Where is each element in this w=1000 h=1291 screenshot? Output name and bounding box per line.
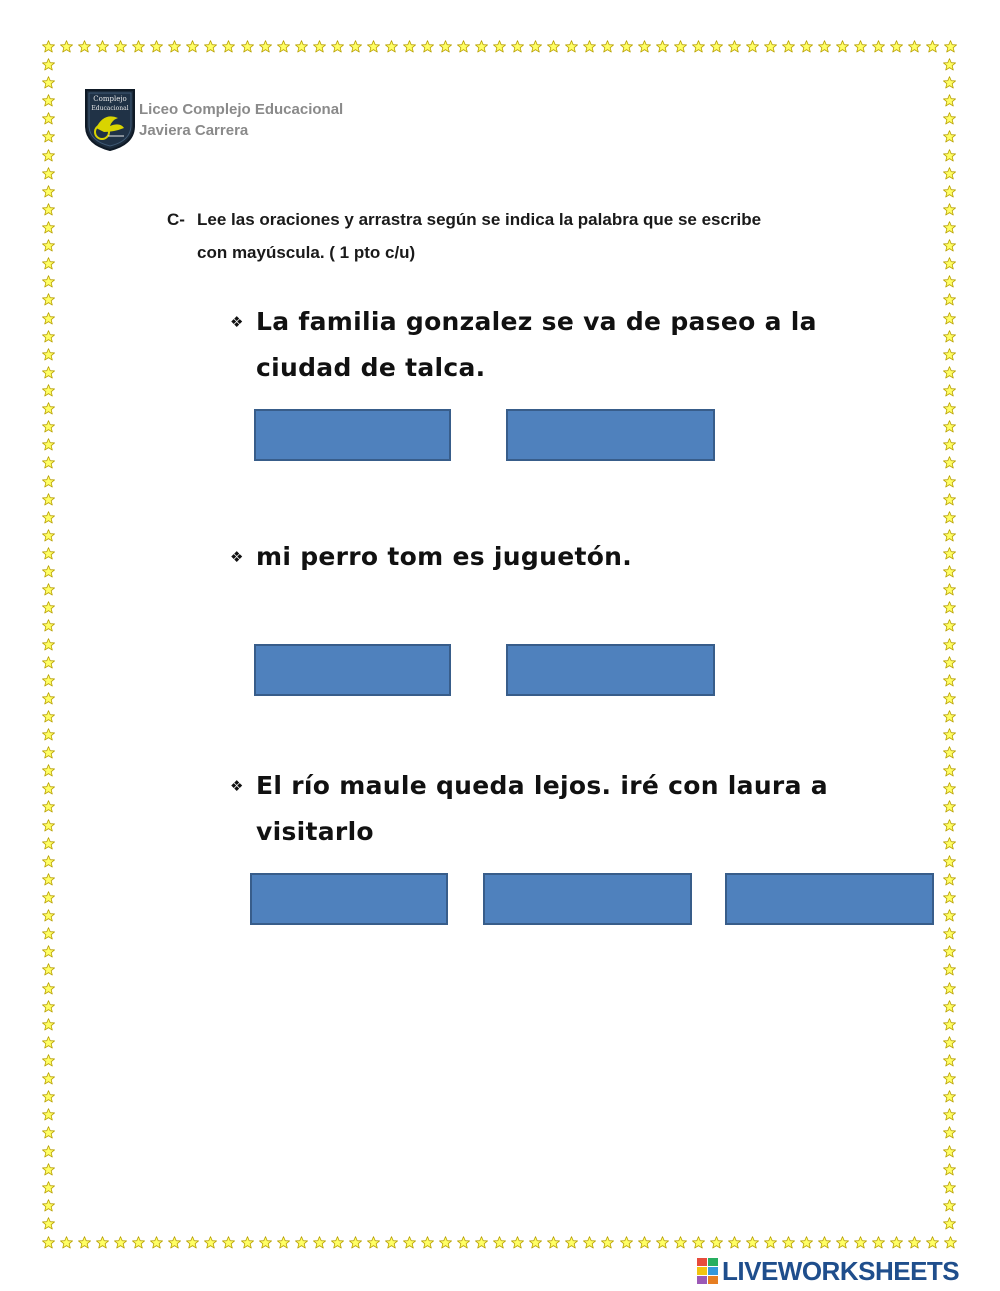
star-icon: [943, 1126, 956, 1139]
star-icon: [42, 583, 55, 596]
star-icon: [943, 257, 956, 270]
star-icon: [943, 312, 956, 325]
star-icon: [42, 1108, 55, 1121]
star-icon: [943, 728, 956, 741]
star-border-left: [42, 58, 55, 1230]
star-icon: [943, 239, 956, 252]
exercise-3-line2: visitarlo: [256, 817, 374, 846]
star-icon: [331, 1236, 344, 1249]
star-icon: [42, 239, 55, 252]
star-icon: [42, 891, 55, 904]
star-icon: [421, 1236, 434, 1249]
school-logo: [84, 88, 136, 152]
star-icon: [42, 1181, 55, 1194]
star-icon: [943, 529, 956, 542]
star-icon: [943, 909, 956, 922]
star-icon: [168, 40, 181, 53]
star-icon: [421, 40, 434, 53]
star-icon: [457, 1236, 470, 1249]
exercise-3-drop-box[interactable]: [725, 873, 934, 925]
star-icon: [42, 819, 55, 832]
star-icon: [439, 1236, 452, 1249]
star-icon: [42, 76, 55, 89]
star-icon: [943, 656, 956, 669]
star-icon: [150, 1236, 163, 1249]
star-icon: [943, 1072, 956, 1085]
star-icon: [96, 1236, 109, 1249]
star-icon: [132, 40, 145, 53]
star-icon: [601, 1236, 614, 1249]
star-icon: [403, 1236, 416, 1249]
star-icon: [944, 1236, 957, 1249]
star-icon: [565, 40, 578, 53]
star-icon: [638, 40, 651, 53]
star-icon: [367, 40, 380, 53]
star-icon: [854, 40, 867, 53]
star-icon: [565, 1236, 578, 1249]
star-icon: [890, 1236, 903, 1249]
star-icon: [241, 1236, 254, 1249]
star-icon: [42, 94, 55, 107]
star-icon: [42, 1126, 55, 1139]
star-icon: [42, 1018, 55, 1031]
star-icon: [313, 40, 326, 53]
star-icon: [42, 782, 55, 795]
school-name: [139, 99, 343, 141]
star-icon: [656, 40, 669, 53]
star-icon: [42, 619, 55, 632]
star-icon: [475, 1236, 488, 1249]
star-icon: [313, 1236, 326, 1249]
star-icon: [385, 1236, 398, 1249]
star-icon: [943, 203, 956, 216]
star-icon: [42, 58, 55, 71]
star-icon: [943, 565, 956, 578]
school-name-line2: Javiera Carrera: [139, 122, 249, 139]
star-icon: [186, 40, 199, 53]
star-icon: [674, 40, 687, 53]
star-icon: [511, 1236, 524, 1249]
star-icon: [943, 855, 956, 868]
star-icon: [114, 1236, 127, 1249]
star-icon: [42, 384, 55, 397]
star-icon: [403, 40, 416, 53]
star-icon: [943, 963, 956, 976]
star-icon: [764, 1236, 777, 1249]
star-icon: [529, 1236, 542, 1249]
instruction: [167, 203, 867, 269]
star-icon: [42, 1036, 55, 1049]
star-icon: [42, 837, 55, 850]
star-icon: [385, 40, 398, 53]
star-icon: [42, 982, 55, 995]
star-icon: [42, 963, 55, 976]
star-icon: [42, 1054, 55, 1067]
star-icon: [943, 493, 956, 506]
exercise-3-drop-box[interactable]: [483, 873, 692, 925]
star-icon: [746, 40, 759, 53]
star-icon: [42, 511, 55, 524]
star-icon: [42, 330, 55, 343]
star-icon: [42, 764, 55, 777]
star-icon: [42, 366, 55, 379]
star-icon: [42, 547, 55, 560]
star-icon: [42, 927, 55, 940]
star-icon: [943, 402, 956, 415]
star-border-bottom: [42, 1236, 958, 1249]
star-icon: [42, 1000, 55, 1013]
star-icon: [943, 800, 956, 813]
star-icon: [42, 529, 55, 542]
star-icon: [710, 1236, 723, 1249]
star-icon: [764, 40, 777, 53]
star-icon: [782, 40, 795, 53]
star-icon: [943, 547, 956, 560]
star-icon: [943, 1108, 956, 1121]
star-icon: [943, 275, 956, 288]
star-icon: [943, 583, 956, 596]
star-icon: [943, 1163, 956, 1176]
star-icon: [601, 40, 614, 53]
star-icon: [547, 1236, 560, 1249]
star-icon: [943, 1090, 956, 1103]
star-icon: [42, 493, 55, 506]
star-icon: [511, 40, 524, 53]
star-icon: [42, 565, 55, 578]
star-icon: [349, 40, 362, 53]
star-icon: [943, 366, 956, 379]
star-icon: [42, 275, 55, 288]
exercise-2-line1: mi perro tom es juguetón.: [256, 542, 633, 571]
star-icon: [42, 1090, 55, 1103]
instruction-letter: C-: [167, 210, 185, 229]
star-icon: [42, 1145, 55, 1158]
star-border-right: [943, 58, 956, 1230]
star-icon: [943, 221, 956, 234]
star-icon: [367, 1236, 380, 1249]
star-icon: [943, 638, 956, 651]
star-icon: [42, 710, 55, 723]
school-name-line1: Liceo Complejo Educacional: [139, 101, 344, 118]
star-icon: [78, 1236, 91, 1249]
star-icon: [529, 40, 542, 53]
star-icon: [943, 837, 956, 850]
star-icon: [42, 293, 55, 306]
star-icon: [42, 475, 55, 488]
star-icon: [42, 601, 55, 614]
star-icon: [818, 40, 831, 53]
star-icon: [692, 40, 705, 53]
star-icon: [620, 40, 633, 53]
star-icon: [42, 203, 55, 216]
star-icon: [42, 855, 55, 868]
diamond-bullet-icon: ❖: [230, 548, 244, 566]
star-icon: [926, 1236, 939, 1249]
star-icon: [692, 1236, 705, 1249]
star-icon: [204, 1236, 217, 1249]
star-icon: [277, 40, 290, 53]
star-icon: [241, 40, 254, 53]
logo-text-top: Complejo: [93, 95, 127, 103]
star-icon: [782, 1236, 795, 1249]
star-icon: [943, 891, 956, 904]
star-icon: [836, 1236, 849, 1249]
exercise-1-drop-box[interactable]: [254, 409, 451, 461]
star-icon: [943, 185, 956, 198]
star-icon: [42, 873, 55, 886]
star-icon: [277, 1236, 290, 1249]
star-icon: [42, 257, 55, 270]
star-icon: [132, 1236, 145, 1249]
exercise-1-line1: La familia gonzalez se va de paseo a la: [256, 307, 817, 336]
star-icon: [943, 511, 956, 524]
star-icon: [872, 1236, 885, 1249]
star-icon: [746, 1236, 759, 1249]
star-icon: [943, 674, 956, 687]
star-icon: [42, 130, 55, 143]
star-icon: [943, 130, 956, 143]
star-icon: [42, 456, 55, 469]
exercise-2-drop-box[interactable]: [254, 644, 451, 696]
star-icon: [42, 800, 55, 813]
star-icon: [943, 76, 956, 89]
star-icon: [222, 40, 235, 53]
star-icon: [943, 348, 956, 361]
liveworksheets-badge-icon: [697, 1258, 719, 1284]
star-icon: [583, 40, 596, 53]
star-icon: [204, 40, 217, 53]
star-icon: [42, 420, 55, 433]
star-icon: [943, 293, 956, 306]
star-icon: [78, 40, 91, 53]
star-icon: [800, 40, 813, 53]
star-icon: [583, 1236, 596, 1249]
star-icon: [943, 1199, 956, 1212]
star-icon: [943, 149, 956, 162]
star-icon: [493, 1236, 506, 1249]
star-icon: [150, 40, 163, 53]
star-icon: [943, 710, 956, 723]
star-icon: [493, 40, 506, 53]
star-icon: [42, 1163, 55, 1176]
star-icon: [259, 1236, 272, 1249]
star-icon: [60, 40, 73, 53]
instruction-line1: Lee las oraciones y arrastra según se indica la palabra que se escribe: [197, 210, 762, 229]
star-icon: [943, 873, 956, 886]
star-icon: [943, 746, 956, 759]
star-icon: [457, 40, 470, 53]
exercise-2-sentence: [230, 534, 632, 580]
exercise-1-line2: ciudad de talca.: [256, 353, 486, 382]
exercise-3-line1: El río maule queda lejos. iré con laura a: [256, 771, 828, 800]
star-icon: [943, 1000, 956, 1013]
star-icon: [547, 40, 560, 53]
instruction-line2: con mayúscula. ( 1 pto c/u): [197, 243, 416, 262]
star-icon: [259, 40, 272, 53]
star-icon: [943, 456, 956, 469]
star-icon: [943, 475, 956, 488]
star-icon: [836, 40, 849, 53]
star-icon: [42, 909, 55, 922]
star-icon: [42, 40, 55, 53]
diamond-bullet-icon: ❖: [230, 313, 244, 331]
liveworksheets-brand-text: LIVEWORKSHEETS: [722, 1255, 960, 1286]
star-icon: [42, 185, 55, 198]
star-icon: [295, 40, 308, 53]
star-icon: [42, 728, 55, 741]
star-icon: [943, 1054, 956, 1067]
star-icon: [42, 348, 55, 361]
star-icon: [943, 1181, 956, 1194]
star-icon: [818, 1236, 831, 1249]
star-icon: [42, 402, 55, 415]
star-icon: [943, 384, 956, 397]
star-icon: [60, 1236, 73, 1249]
star-icon: [943, 982, 956, 995]
star-icon: [943, 601, 956, 614]
exercise-1-drop-box[interactable]: [506, 409, 715, 461]
star-border-top: [42, 40, 958, 53]
star-icon: [890, 40, 903, 53]
star-icon: [656, 1236, 669, 1249]
star-icon: [728, 40, 741, 53]
star-icon: [42, 167, 55, 180]
logo-text-mid: Educacional: [91, 105, 129, 112]
star-icon: [42, 674, 55, 687]
star-icon: [943, 112, 956, 125]
star-icon: [42, 1072, 55, 1085]
star-icon: [943, 782, 956, 795]
star-icon: [926, 40, 939, 53]
exercise-3-drop-box[interactable]: [250, 873, 448, 925]
star-icon: [943, 1145, 956, 1158]
star-icon: [943, 330, 956, 343]
exercise-3-sentence: [230, 763, 828, 855]
star-icon: [331, 40, 344, 53]
star-icon: [872, 40, 885, 53]
star-icon: [943, 58, 956, 71]
star-icon: [710, 40, 723, 53]
liveworksheets-logo: [697, 1255, 959, 1287]
star-icon: [42, 945, 55, 958]
star-icon: [944, 40, 957, 53]
star-icon: [943, 1018, 956, 1031]
star-icon: [638, 1236, 651, 1249]
star-icon: [42, 1236, 55, 1249]
star-icon: [943, 1217, 956, 1230]
star-icon: [114, 40, 127, 53]
star-icon: [42, 312, 55, 325]
star-icon: [943, 927, 956, 940]
star-icon: [439, 40, 452, 53]
exercise-2-drop-box[interactable]: [506, 644, 715, 696]
star-icon: [908, 40, 921, 53]
star-icon: [943, 819, 956, 832]
star-icon: [42, 438, 55, 451]
star-icon: [42, 221, 55, 234]
star-icon: [620, 1236, 633, 1249]
star-icon: [943, 94, 956, 107]
star-icon: [42, 1217, 55, 1230]
star-icon: [943, 438, 956, 451]
star-icon: [295, 1236, 308, 1249]
star-icon: [186, 1236, 199, 1249]
star-icon: [908, 1236, 921, 1249]
star-icon: [943, 945, 956, 958]
star-icon: [475, 40, 488, 53]
star-icon: [943, 764, 956, 777]
star-icon: [42, 112, 55, 125]
exercise-1-sentence: [230, 299, 817, 391]
star-icon: [943, 420, 956, 433]
star-icon: [728, 1236, 741, 1249]
star-icon: [42, 656, 55, 669]
star-icon: [800, 1236, 813, 1249]
star-icon: [349, 1236, 362, 1249]
star-icon: [96, 40, 109, 53]
star-icon: [168, 1236, 181, 1249]
star-icon: [42, 746, 55, 759]
star-icon: [42, 1199, 55, 1212]
star-icon: [943, 1036, 956, 1049]
star-icon: [943, 619, 956, 632]
star-icon: [42, 692, 55, 705]
star-icon: [674, 1236, 687, 1249]
star-icon: [943, 167, 956, 180]
star-icon: [222, 1236, 235, 1249]
star-icon: [854, 1236, 867, 1249]
star-icon: [42, 638, 55, 651]
diamond-bullet-icon: ❖: [230, 777, 244, 795]
star-icon: [42, 149, 55, 162]
star-icon: [943, 692, 956, 705]
